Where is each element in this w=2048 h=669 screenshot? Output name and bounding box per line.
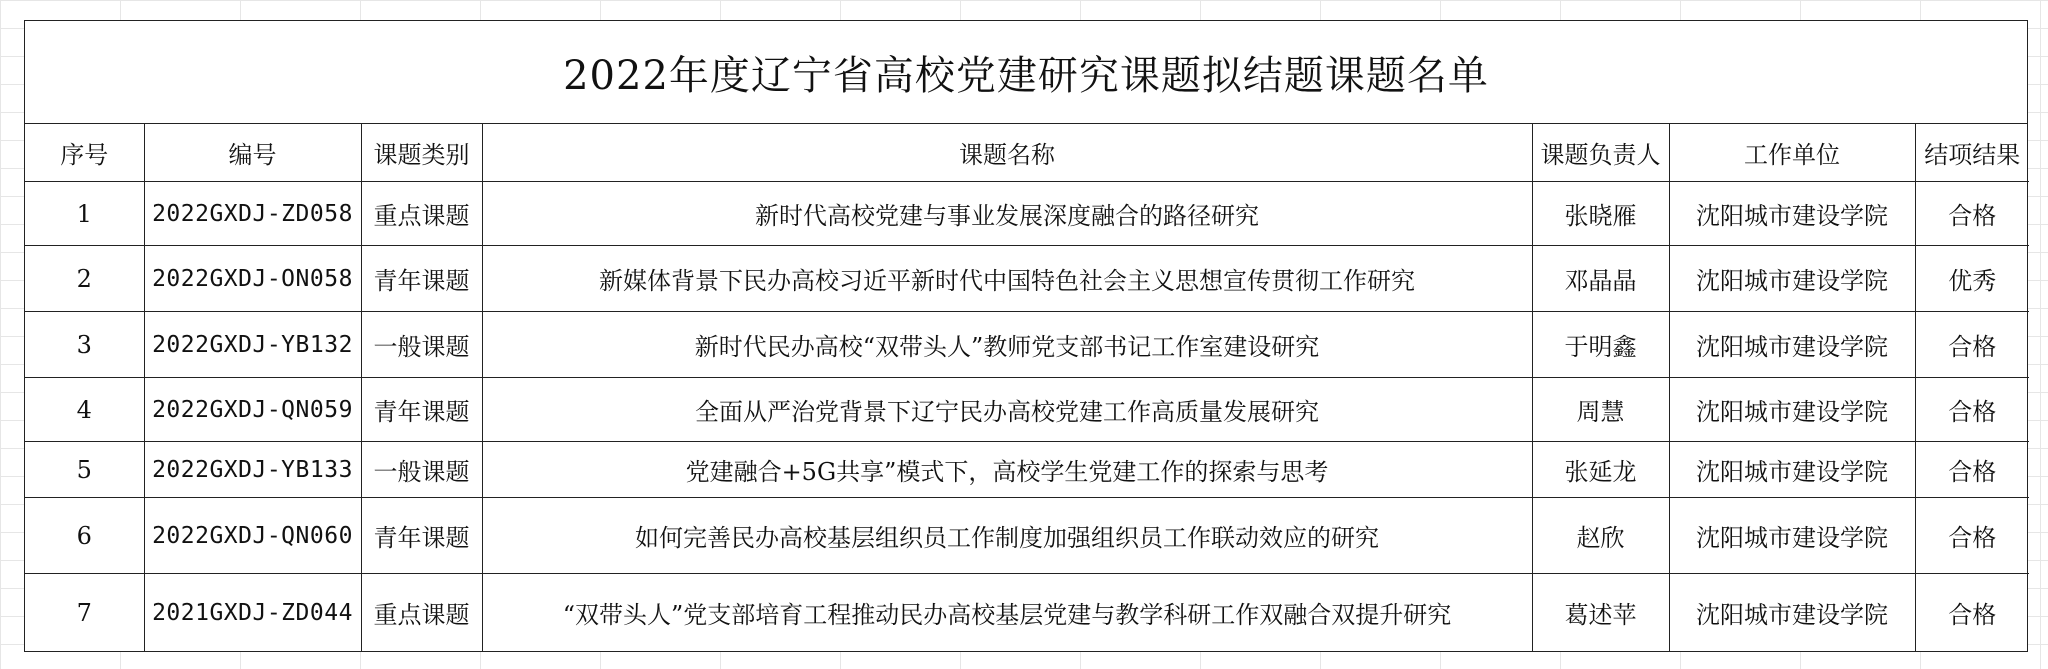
cell-result: 合格 bbox=[1915, 498, 2029, 574]
table-row bbox=[25, 498, 2029, 574]
cell-code: 2022GXDJ-QN059 bbox=[144, 378, 361, 442]
cell-index: 4 bbox=[25, 378, 144, 442]
table-row bbox=[25, 442, 2029, 498]
cell-result: 合格 bbox=[1915, 312, 2029, 378]
cell-category: 青年课题 bbox=[361, 378, 482, 442]
cell-code: 2021GXDJ-ZD044 bbox=[144, 574, 361, 652]
cell-category: 青年课题 bbox=[361, 498, 482, 574]
cell-organization: 沈阳城市建设学院 bbox=[1669, 498, 1915, 574]
cell-project-name: 新时代高校党建与事业发展深度融合的路径研究 bbox=[482, 182, 1532, 246]
cell-index: 2 bbox=[25, 246, 144, 312]
header-project-name: 课题名称 bbox=[482, 124, 1532, 182]
cell-index: 1 bbox=[25, 182, 144, 246]
cell-project-name: 如何完善民办高校基层组织员工作制度加强组织员工作联动效应的研究 bbox=[482, 498, 1532, 574]
cell-code: 2022GXDJ-QN060 bbox=[144, 498, 361, 574]
cell-code: 2022GXDJ-YB133 bbox=[144, 442, 361, 498]
cell-category: 一般课题 bbox=[361, 442, 482, 498]
header-category: 课题类别 bbox=[361, 124, 482, 182]
cell-leader: 张晓雁 bbox=[1532, 182, 1669, 246]
cell-result: 合格 bbox=[1948, 601, 1997, 630]
cell-code: 2022GXDJ-YB132 bbox=[144, 312, 361, 378]
cell-leader: 邓晶晶 bbox=[1532, 246, 1669, 312]
header-leader: 课题负责人 bbox=[1532, 124, 1669, 182]
header-organization: 工作单位 bbox=[1669, 124, 1915, 182]
cell-leader: 葛述苹 bbox=[1532, 574, 1669, 652]
cell-code: 2022GXDJ-ZD058 bbox=[144, 182, 361, 246]
cell-organization: 沈阳城市建设学院 bbox=[1669, 574, 1915, 652]
cell-project-name: “双带头人”党支部培育工程推动民办高校基层党建与教学科研工作双融合双提升研究 bbox=[482, 574, 1532, 652]
cell-category: 青年课题 bbox=[361, 246, 482, 312]
cell-result: 优秀 bbox=[1915, 246, 2029, 312]
header-result: 结项结果 bbox=[1915, 124, 2029, 182]
cell-leader: 于明鑫 bbox=[1532, 312, 1669, 378]
table-row bbox=[25, 246, 2029, 312]
cell-organization: 沈阳城市建设学院 bbox=[1669, 312, 1915, 378]
table-row bbox=[25, 312, 2029, 378]
header-index: 序号 bbox=[25, 124, 144, 182]
table-row bbox=[25, 574, 2029, 652]
cell-leader: 周慧 bbox=[1532, 378, 1669, 442]
header-row bbox=[25, 124, 2029, 182]
cell-index: 6 bbox=[25, 498, 144, 574]
table-row bbox=[25, 378, 2029, 442]
project-list-table bbox=[25, 124, 2029, 652]
cell-organization: 沈阳城市建设学院 bbox=[1669, 442, 1915, 498]
cell-project-name: 全面从严治党背景下辽宁民办高校党建工作高质量发展研究 bbox=[482, 378, 1532, 442]
cell-project-name: 新时代民办高校“双带头人”教师党支部书记工作室建设研究 bbox=[482, 312, 1532, 378]
cell-leader: 赵欣 bbox=[1532, 498, 1669, 574]
cell-index: 5 bbox=[25, 442, 144, 498]
cell-project-name: 新媒体背景下民办高校习近平新时代中国特色社会主义思想宣传贯彻工作研究 bbox=[482, 246, 1532, 312]
cell-organization: 沈阳城市建设学院 bbox=[1669, 378, 1915, 442]
cell-project-name: 党建融合+5G共享”模式下，高校学生党建工作的探索与思考 bbox=[482, 442, 1532, 498]
cell-category: 重点课题 bbox=[361, 574, 482, 652]
cell-index: 3 bbox=[25, 312, 144, 378]
cell-index: 7 bbox=[25, 574, 144, 652]
cell-result: 合格 bbox=[1915, 442, 2029, 498]
cell-result: 合格 bbox=[1915, 378, 2029, 442]
table-row bbox=[25, 182, 2029, 246]
cell-category: 重点课题 bbox=[361, 182, 482, 246]
spreadsheet-table bbox=[24, 20, 2028, 652]
cell-leader: 张延龙 bbox=[1532, 442, 1669, 498]
cell-organization: 沈阳城市建设学院 bbox=[1669, 246, 1915, 312]
header-code: 编号 bbox=[144, 124, 361, 182]
table-title: 2022年度辽宁省高校党建研究课题拟结题课题名单 bbox=[25, 21, 2027, 124]
cell-organization: 沈阳城市建设学院 bbox=[1669, 182, 1915, 246]
cell-result: 合格 bbox=[1915, 182, 2029, 246]
cell-code: 2022GXDJ-ON058 bbox=[144, 246, 361, 312]
cell-category: 一般课题 bbox=[361, 312, 482, 378]
